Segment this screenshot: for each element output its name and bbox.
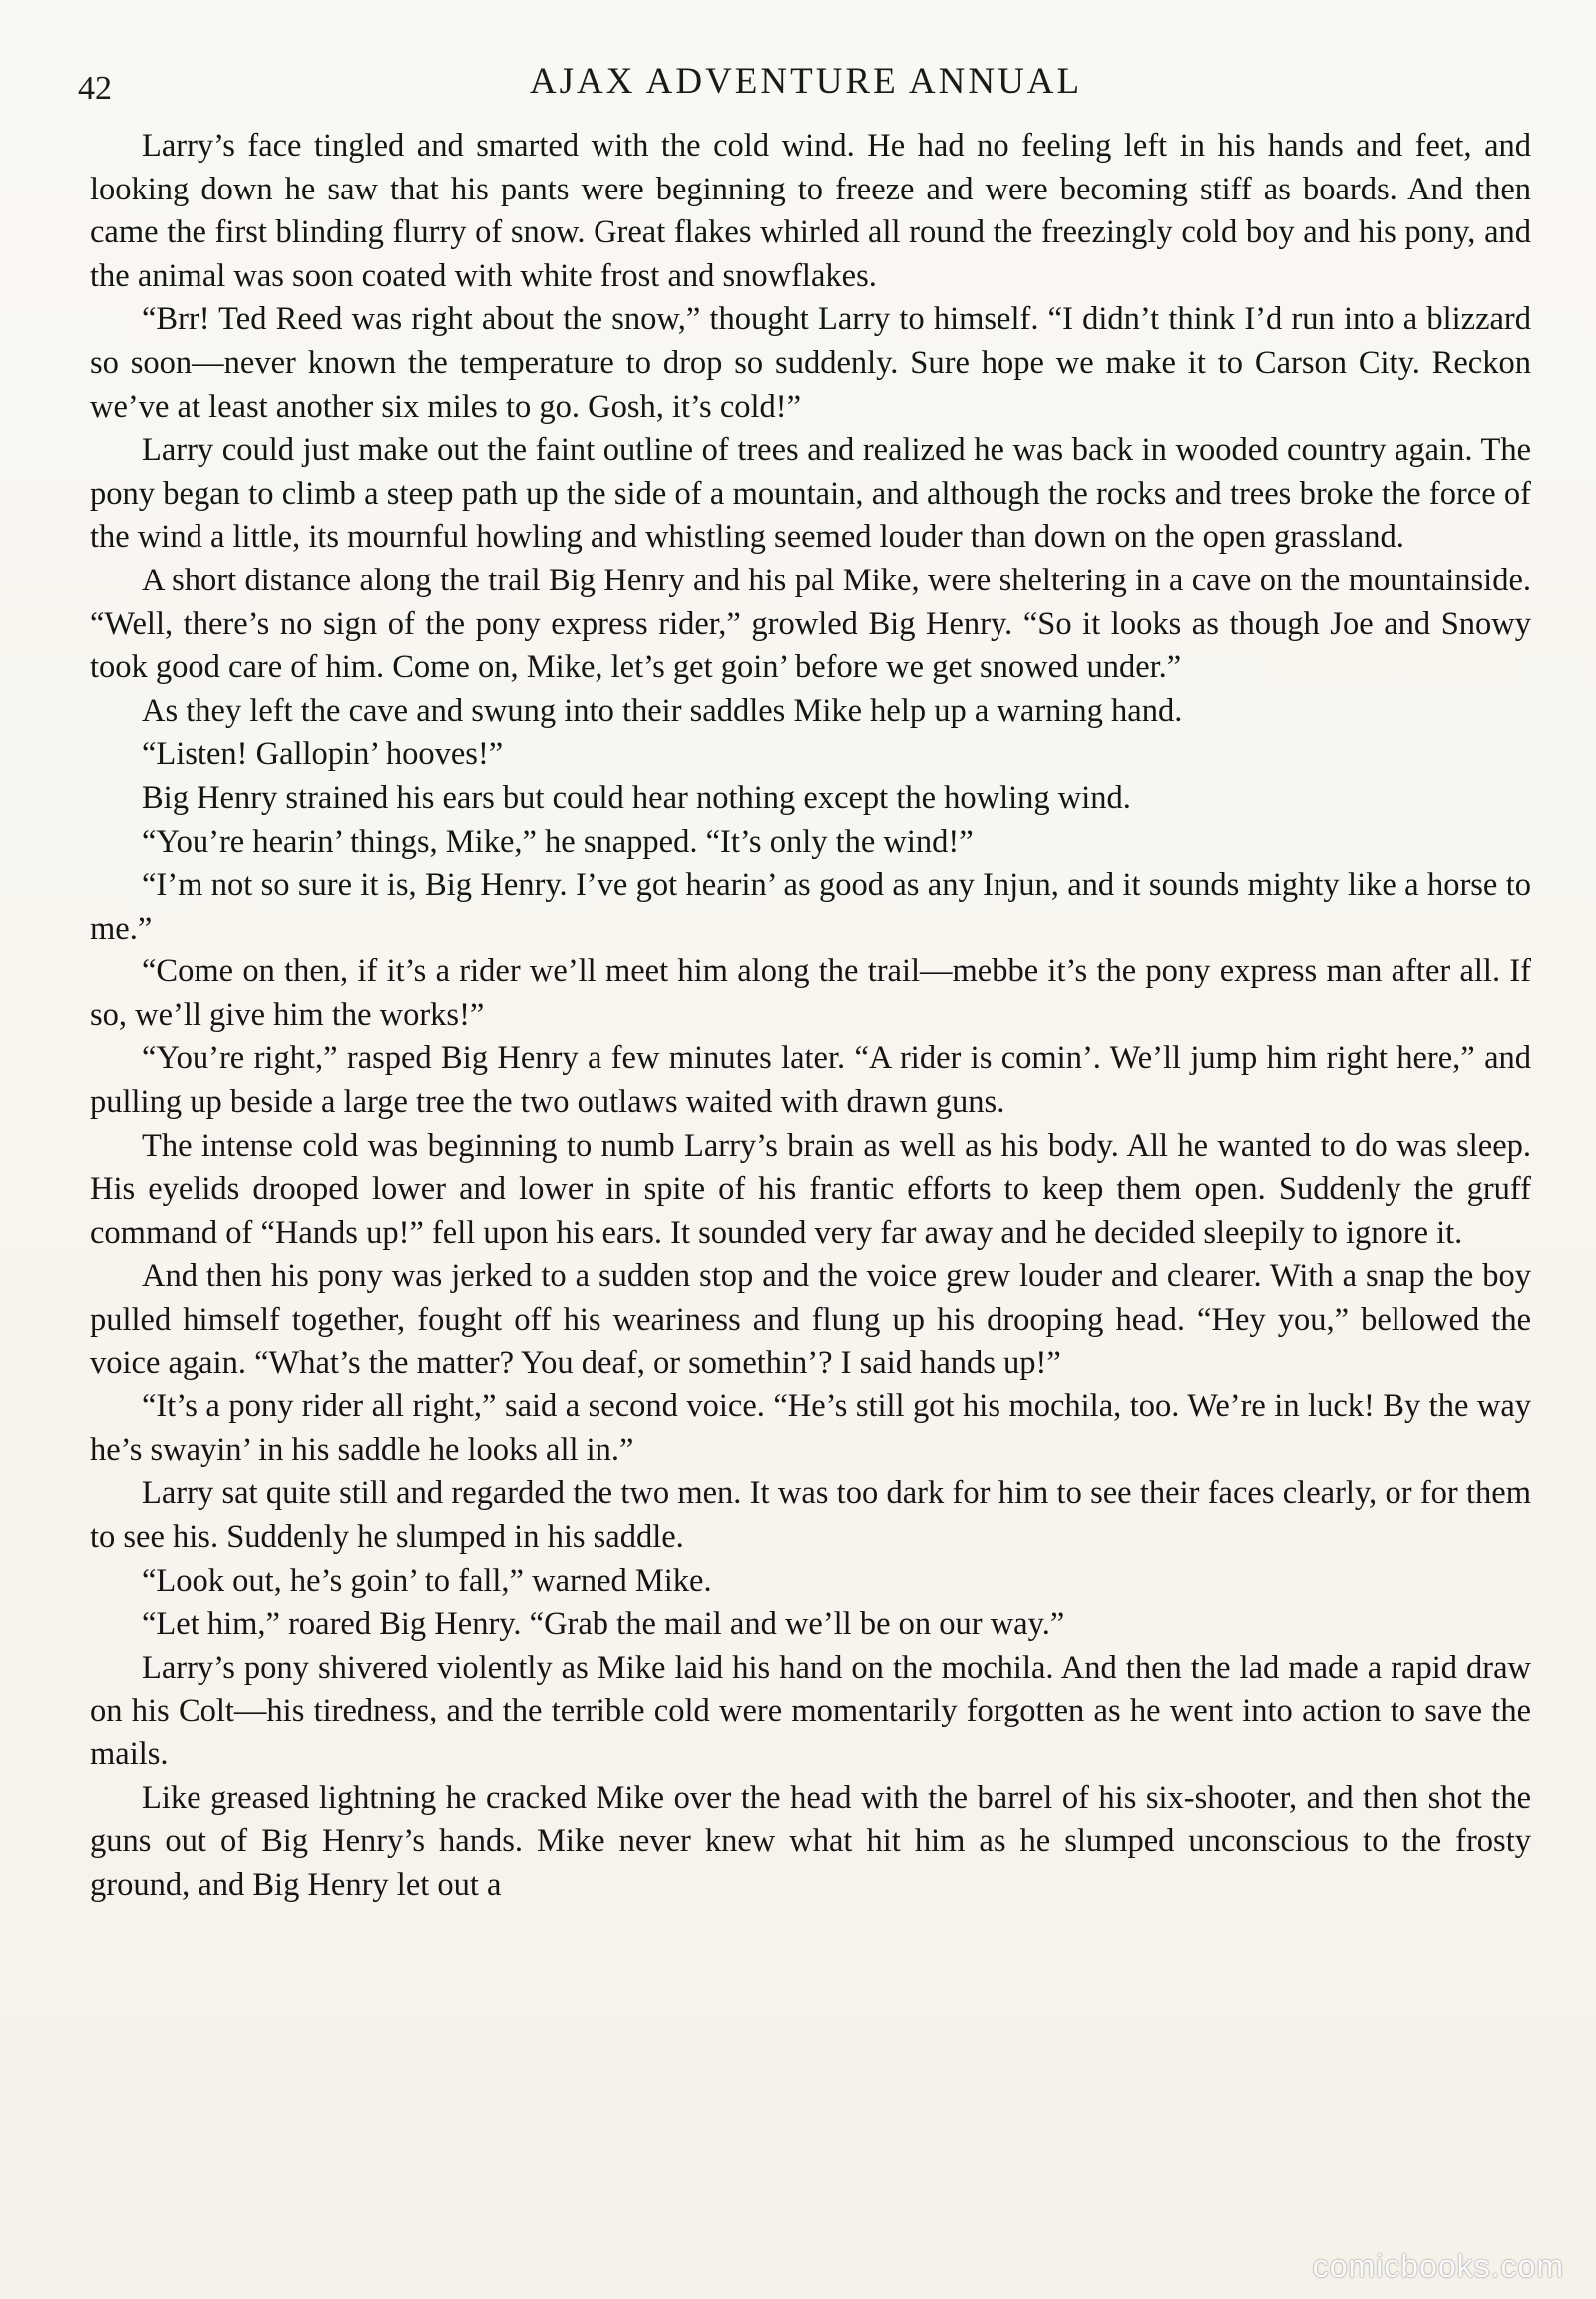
paragraph: Larry could just make out the faint outline of trees and realized he was back in wooded country again. The pony began to climb a steep path up the side of a mountain, and although the rocks and trees broke the force of the wind a little, its mournful howling and whistling seemed louder than down on the open grassland.	[90, 432, 1531, 556]
paragraph: A short distance along the trail Big Henry and his pal Mike, were sheltering in a cave on the mountainside. “Well, there’s no sign of the pony express rider,” growled Big Henry. “So it looks as though Joe and Snowy took good care of him. Come on, Mike, let’s get goin’ before we get snowed under.”	[90, 562, 1531, 686]
paragraph: Larry’s pony shivered violently as Mike laid his hand on the mochila. And then the lad made a rapid draw on his Colt—his tiredness, and the terrible cold were momentarily forgotten as he went into action to save the mails.	[90, 1649, 1531, 1772]
paragraph: “You’re right,” rasped Big Henry a few minutes later. “A rider is comin’. We’ll jump him right here,” and pulling up beside a large tree the two outlaws waited with drawn guns.	[90, 1040, 1531, 1121]
paragraph: “You’re hearin’ things, Mike,” he snapped. “It’s only the wind!”	[142, 823, 974, 860]
paragraph: Larry’s face tingled and smarted with the cold wind. He had no feeling left in his hands and feet, and looking down he saw that his pants were beginning to freeze and were becoming stiff as boards. And then came the first blinding flurry of snow. Great flakes whirled all round the freezingly cold boy and his pony, and the animal was soon coated with white frost and snowflakes.	[90, 128, 1531, 294]
paragraph: “Come on then, if it’s a rider we’ll meet him along the trail—mebbe it’s the pony express man after all. If so, we’ll give him the works!”	[90, 954, 1531, 1033]
paragraph: “It’s a pony rider all right,” said a second voice. “He’s still got his mochila, too. We’re in luck! By the way he’s swayin’ in his saddle he looks all in.”	[90, 1388, 1531, 1468]
paragraph: Big Henry strained his ears but could hear nothing except the howling wind.	[142, 779, 1131, 816]
paragraph: As they left the cave and swung into their saddles Mike help up a warning hand.	[142, 692, 1183, 729]
paragraph: “Listen! Gallopin’ hooves!”	[142, 736, 504, 773]
page-header	[78, 60, 1534, 110]
paragraph: “Let him,” roared Big Henry. “Grab the mail and we’ll be on our way.”	[142, 1606, 1065, 1643]
paragraph: “I’m not so sure it is, Big Henry. I’ve got hearin’ as good as any Injun, and it sounds mighty like a horse to me.”	[90, 867, 1531, 947]
paragraph: “Brr! Ted Reed was right about the snow,” thought Larry to himself. “I didn’t think I’d run into a blizzard so soon—never known the temperature to drop so suddenly. Sure hope we make it to Carson City. Reckon we’ve at least another six miles to go. Gosh, it’s cold!”	[90, 301, 1531, 425]
story-text	[90, 125, 1531, 1907]
paragraph: “Look out, he’s goin’ to fall,” warned Mike.	[142, 1562, 712, 1599]
paragraph: And then his pony was jerked to a sudden stop and the voice grew louder and clearer. With a snap the boy pulled himself together, fought off his weariness and flung up his drooping head. “Hey you,” bellowed the voice again. “What’s the matter? You deaf, or somethin’? I said hands up!”	[90, 1258, 1531, 1381]
paragraph: Larry sat quite still and regarded the two men. It was too dark for him to see their faces clearly, or for them to see his. Suddenly he slumped in his saddle.	[90, 1475, 1531, 1555]
paragraph: The intense cold was beginning to numb Larry’s brain as well as his body. All he wanted to do was sleep. His eyelids drooped lower and lower in spite of his frantic efforts to keep them open. Suddenly the gruff command of “Hands up!” fell upon his ears. It sounded very far away and he decided sleepily to ignore it.	[90, 1127, 1531, 1251]
running-title: AJAX ADVENTURE ANNUAL	[529, 61, 1083, 102]
paragraph: Like greased lightning he cracked Mike over the head with the barrel of his six-shooter, and then shot the guns out of Big Henry’s hands. Mike never knew what hit him as he slumped unconscious to the frosty ground, and Big Henry let out a	[90, 1779, 1531, 1903]
watermark: comicbooks.com	[1312, 2248, 1564, 2284]
page-number: 42	[78, 70, 112, 107]
